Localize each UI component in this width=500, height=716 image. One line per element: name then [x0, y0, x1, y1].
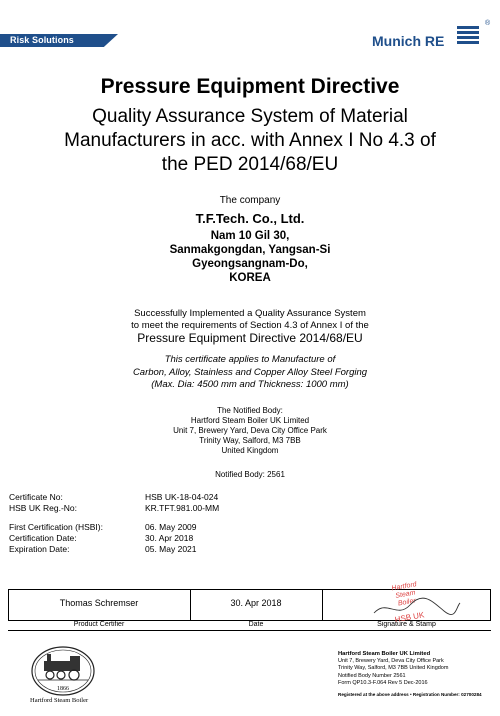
hsb-locomotive-logo-icon	[30, 645, 96, 697]
notified-body	[0, 406, 500, 456]
subtitle-line: Manufacturers in acc. with Annex I No 4.3 of	[64, 130, 436, 151]
success-line-directive: Pressure Equipment Directive 2014/68/EU	[137, 331, 363, 345]
company-label: The company	[219, 195, 281, 206]
notified-body-line: The Notified Body:	[217, 406, 283, 415]
certificate-no-value: HSB UK-18-04-024	[145, 492, 219, 502]
cert-date-value: 30. Apr 2018	[145, 533, 194, 543]
scope-statement	[0, 354, 500, 392]
first-cert-label: First Certification (HSBI):	[9, 522, 103, 532]
footer-line: Notified Body Number 2561	[338, 672, 406, 679]
certificate-no-label: Certificate No:	[9, 492, 63, 502]
cert-date-label: Certification Date:	[9, 533, 77, 543]
stamp-line: Steam	[394, 589, 417, 600]
page-title: Pressure Equipment Directive	[100, 75, 400, 98]
stamp-line: HSB UK	[394, 610, 425, 625]
company-block	[0, 212, 500, 285]
company-address-line: Gyeongsangnam-Do,	[192, 258, 308, 270]
caption-date: Date	[248, 621, 264, 628]
company-address-line: KOREA	[229, 272, 271, 284]
stamp-line: Boiler	[397, 597, 417, 608]
table-divider	[322, 589, 323, 621]
success-line: Successfully Implemented a Quality Assurance System	[134, 308, 366, 319]
scope-line: (Max. Dia: 4500 mm and Thickness: 1000 mm)	[151, 379, 349, 390]
footer-line: Hartford Steam Boiler UK Limited	[338, 651, 431, 657]
footer-line: Unit 7, Brewery Yard, Deva City Office Park	[338, 658, 444, 665]
notified-body-number: Notified Body: 2561	[215, 470, 285, 479]
success-statement	[0, 308, 500, 344]
company-name: T.F.Tech. Co., Ltd.	[195, 211, 305, 226]
hsb-logo-name: Hartford Steam Boiler	[30, 697, 89, 704]
footer-line: Trinity Way, Salford, M3 7BB United Kingdom	[338, 665, 449, 672]
company-address-line: Sanmakgongdan, Yangsan-Si	[169, 244, 331, 256]
munich-re-logo-icon	[457, 26, 479, 46]
scope-line: This certificate applies to Manufacture of	[164, 354, 336, 365]
first-cert-value: 06. May 2009	[145, 522, 197, 532]
logo-year: 1866	[57, 686, 69, 692]
footer-address	[338, 651, 482, 698]
subtitle-line: Quality Assurance System of Material	[92, 106, 408, 127]
brand-name: Munich RE	[372, 33, 445, 49]
signature-date: 30. Apr 2018	[230, 598, 282, 608]
notified-body-line: Trinity Way, Salford, M3 7BB	[199, 436, 301, 445]
subtitle	[0, 105, 500, 177]
expiration-label: Expiration Date:	[9, 544, 70, 554]
registered-mark-icon: ®	[485, 20, 491, 27]
caption-rule	[8, 630, 491, 631]
risk-solutions-label: Risk Solutions	[10, 35, 74, 45]
reg-no-value: KR.TFT.981.00-MM	[145, 503, 220, 513]
footer-line: Form QP10.3-F.064 Rev 5 Dec-2016	[338, 679, 428, 686]
reg-no-label: HSB UK Reg.-No:	[9, 503, 78, 513]
stamp-line: Hartford	[391, 581, 418, 593]
caption-certifier: Product Certifier	[73, 621, 125, 628]
company-address-line: Nam 10 Gil 30,	[210, 230, 290, 242]
expiration-value: 05. May 2021	[145, 544, 197, 554]
notified-body-line: Unit 7, Brewery Yard, Deva City Office Park	[173, 426, 327, 435]
notified-body-line: United Kingdom	[221, 446, 279, 455]
notified-body-line: Hartford Steam Boiler UK Limited	[190, 416, 310, 425]
certifier-name: Thomas Schremser	[59, 598, 139, 608]
caption-signature: Signature & Stamp	[377, 621, 436, 628]
signature-scribble	[372, 595, 462, 621]
subtitle-line: the PED 2014/68/EU	[161, 154, 339, 175]
footer-registration: Registered at the above address • Registration Number: 02700284	[338, 692, 482, 698]
scope-line: Carbon, Alloy, Stainless and Copper Alloy Steel Forging	[132, 366, 368, 378]
success-line: to meet the requirements of Section 4.3 of Annex I of the	[131, 320, 369, 331]
